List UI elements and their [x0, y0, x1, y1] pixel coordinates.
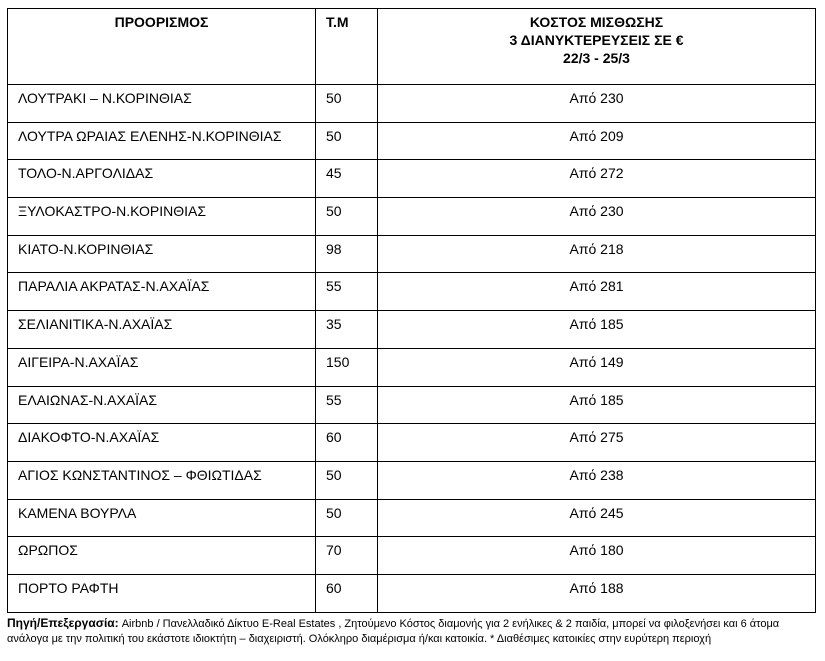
table-row: [8, 537, 816, 575]
cell-destination: ΞΥΛΟΚΑΣΤΡΟ-Ν.ΚΟΡΙΝΘΙΑΣ: [8, 198, 316, 236]
table-row: [8, 311, 816, 349]
cell-sqm: 60: [316, 424, 378, 462]
cell-destination: ΚΙΑΤΟ-Ν.ΚΟΡΙΝΘΙΑΣ: [8, 235, 316, 273]
cell-destination: ΑΓΙΟΣ ΚΩΝΣΤΑΝΤΙΝΟΣ – ΦΘΙΩΤΙΔΑΣ: [8, 461, 316, 499]
cell-cost: Από 180: [378, 537, 816, 575]
cell-cost: Από 185: [378, 386, 816, 424]
cell-destination: ΛΟΥΤΡΑ ΩΡΑΙΑΣ ΕΛΕΝΗΣ-Ν.ΚΟΡΙΝΘΙΑΣ: [8, 122, 316, 160]
cell-sqm: 60: [316, 574, 378, 612]
table-row: [8, 198, 816, 236]
cell-cost: Από 281: [378, 273, 816, 311]
cell-destination: ΔΙΑΚΟΦΤΟ-Ν.ΑΧΑΪΑΣ: [8, 424, 316, 462]
table-row: [8, 461, 816, 499]
cell-sqm: 50: [316, 198, 378, 236]
cell-sqm: 50: [316, 85, 378, 123]
cell-cost: Από 238: [378, 461, 816, 499]
footnote-label: Πηγή/Επεξεργασία:: [7, 615, 119, 630]
table-header-row: [8, 9, 816, 85]
cell-cost: Από 230: [378, 198, 816, 236]
table-row: [8, 273, 816, 311]
header-cost-line1: ΚΟΣΤΟΣ ΜΙΣΘΩΣΗΣ: [529, 14, 664, 30]
header-sqm: Τ.Μ: [316, 9, 378, 85]
cell-destination: ΣΕΛΙΑΝΙΤΙΚΑ-Ν.ΑΧΑΪΑΣ: [8, 311, 316, 349]
rental-cost-table: [7, 8, 816, 613]
cell-destination: ΠΟΡΤΟ ΡΑΦΤΗ: [8, 574, 316, 612]
table-row: [8, 574, 816, 612]
cell-destination: ΚΑΜΕΝΑ ΒΟΥΡΛΑ: [8, 499, 316, 537]
cell-cost: Από 230: [378, 85, 816, 123]
footnote-text: Airbnb / Πανελλαδικό Δίκτυο E-Real Estates , Ζητούμενο Κόστος διαμονής για 2 ενήλικες & 2 παιδία, μπορεί να φιλοξενήσει και 6 άτομα ανάλογα με την πολιτική του εκάστοτε ιδιοκτήτη – διαχειριστή. Ολόκληρο διαμέρισμα ή/και κατοικία. * Διαθέσιμες κατοικίες στην ευρύτερη περιοχή: [7, 617, 780, 645]
cell-cost: Από 209: [378, 122, 816, 160]
cell-sqm: 55: [316, 386, 378, 424]
header-cost-line2: 3 ΔΙΑΝΥΚΤΕΡΕΥΣΕΙΣ ΣΕ €: [509, 32, 684, 48]
cell-destination: ΤΟΛΟ-Ν.ΑΡΓΟΛΙΔΑΣ: [8, 160, 316, 198]
table-row: [8, 235, 816, 273]
table-row: [8, 386, 816, 424]
cell-destination: ΠΑΡΑΛΙΑ ΑΚΡΑΤΑΣ-Ν.ΑΧΑΪΑΣ: [8, 273, 316, 311]
table-row: [8, 499, 816, 537]
document-page: [7, 8, 815, 647]
cell-destination: ΛΟΥΤΡΑΚΙ – Ν.ΚΟΡΙΝΘΙΑΣ: [8, 85, 316, 123]
cell-destination: ΕΛΑΙΩΝΑΣ-Ν.ΑΧΑΪΑΣ: [8, 386, 316, 424]
cell-cost: Από 272: [378, 160, 816, 198]
cell-cost: Από 149: [378, 348, 816, 386]
cell-sqm: 50: [316, 499, 378, 537]
cell-sqm: 50: [316, 122, 378, 160]
table-row: [8, 160, 816, 198]
header-destination: ΠΡΟΟΡΙΣΜΟΣ: [8, 9, 316, 85]
cell-sqm: 70: [316, 537, 378, 575]
cell-sqm: 50: [316, 461, 378, 499]
cell-cost: Από 185: [378, 311, 816, 349]
header-cost-line3: 22/3 - 25/3: [563, 50, 630, 66]
table-row: [8, 85, 816, 123]
table-row: [8, 348, 816, 386]
cell-sqm: 55: [316, 273, 378, 311]
cell-sqm: 45: [316, 160, 378, 198]
cell-cost: Από 218: [378, 235, 816, 273]
cell-destination: ΑΙΓΕΙΡΑ-Ν.ΑΧΑΪΑΣ: [8, 348, 316, 386]
header-cost: [378, 9, 816, 85]
table-row: [8, 122, 816, 160]
cell-sqm: 35: [316, 311, 378, 349]
cell-destination: ΩΡΩΠΟΣ: [8, 537, 316, 575]
cell-sqm: 150: [316, 348, 378, 386]
table-body: [8, 85, 816, 613]
cell-cost: Από 188: [378, 574, 816, 612]
table-row: [8, 424, 816, 462]
cell-cost: Από 275: [378, 424, 816, 462]
cell-cost: Από 245: [378, 499, 816, 537]
source-footnote: [7, 616, 819, 647]
cell-sqm: 98: [316, 235, 378, 273]
